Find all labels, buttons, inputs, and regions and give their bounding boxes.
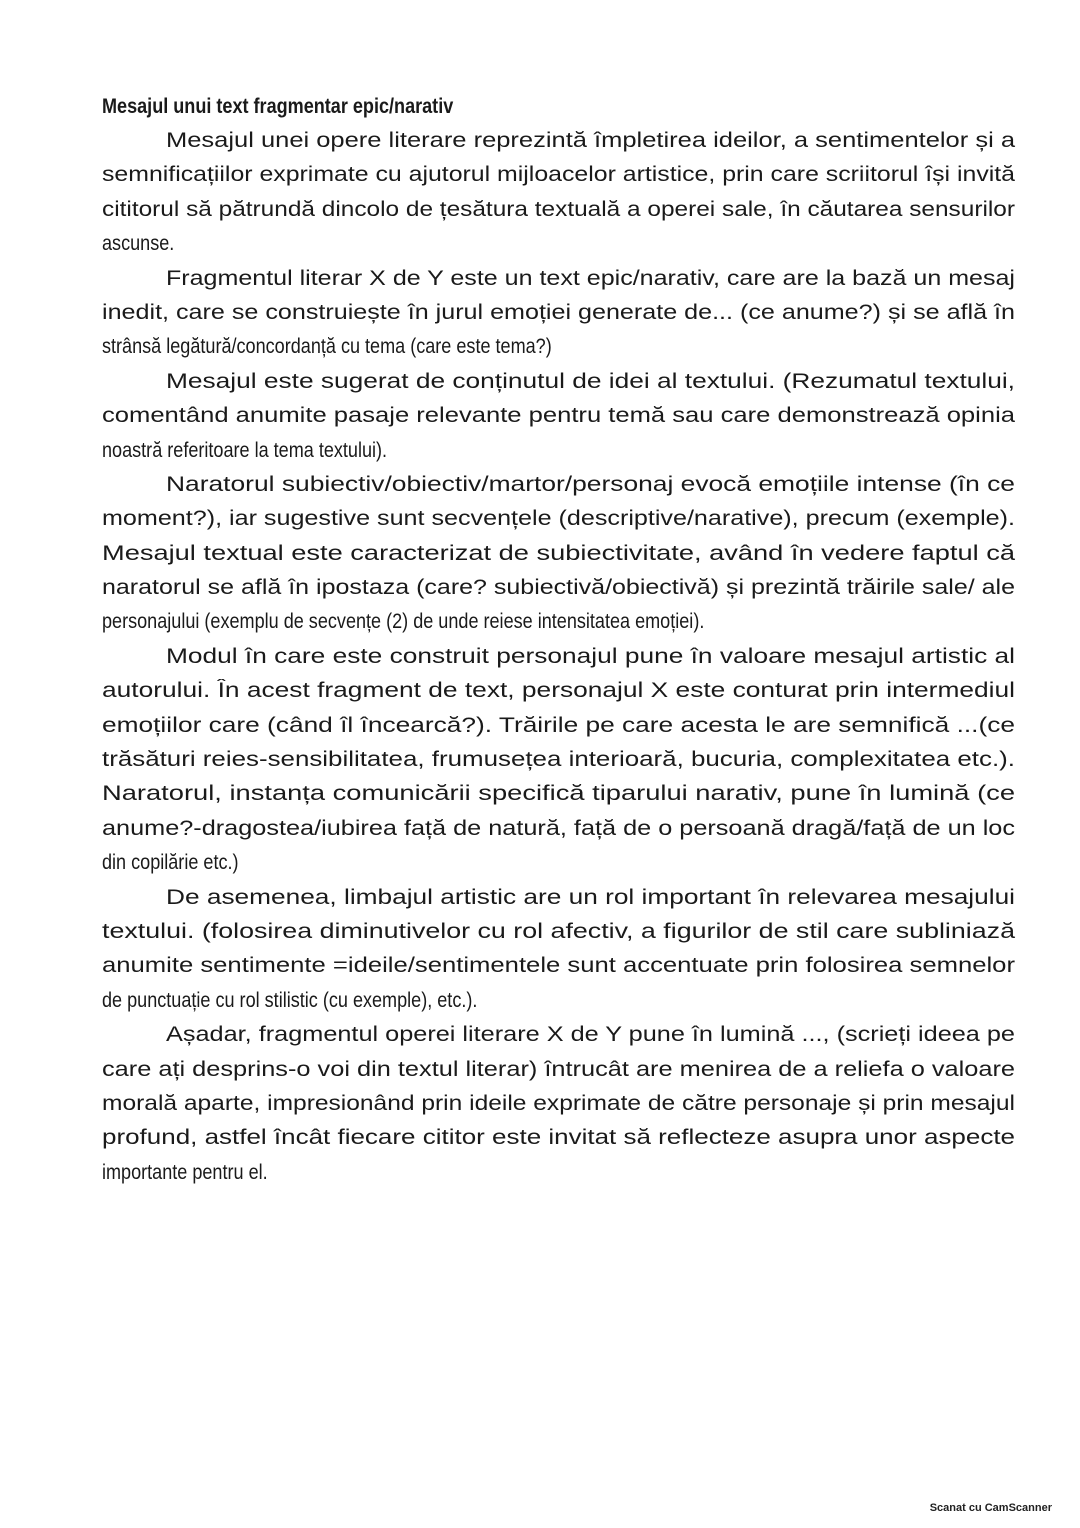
text-line-content: de punctuație cu rol stilistic (cu exemple), etc.). [102,988,478,1012]
text-line-content: morală aparte, impresionând prin ideile exprimate de către personaje și prin mesajul [102,1091,1015,1115]
text-line-content: trăsături reies-sensibilitatea, frumusețea interioară, bucuria, complexitatea etc.). [102,748,1015,772]
text-line [102,365,1015,399]
document-page [102,90,1015,1190]
text-line-content: autorului. În acest fragment de text, personajul X este conturat prin intermediul [102,679,1015,703]
text-line [102,743,1015,777]
text-line [102,915,1015,949]
text-line-content: importante pentru el. [102,1160,268,1184]
text-line [102,605,1015,639]
text-line [102,227,1015,261]
text-line [102,468,1015,502]
text-line [102,1156,1015,1190]
text-line-content: emoțiilor care (când îl încearcă?). Trăirile pe care acesta le are semnifică ...(ce [102,713,1015,737]
text-line-content: Mesajul textual este caracterizat de subiectivitate, având în vedere faptul că [102,541,1015,565]
text-line [102,537,1015,571]
text-line [102,124,1015,158]
text-line-content: naratorul se află în ipostaza (care? subiectivă/obiectivă) și prezintă trăirile sale/ ale [102,576,1016,600]
text-line-content: Modul în care este construit personajul pune în valoare mesajul artistic al [166,644,1015,668]
text-line-content: comentând anumite pasaje relevante pentru temă sau care demonstrează opinia [102,404,1016,428]
text-line [102,262,1015,296]
text-line [102,1087,1015,1121]
text-line-content: Mesajul unei opere literare reprezintă împletirea ideilor, a sentimentelor și a [166,129,1015,152]
text-line [102,1121,1015,1155]
text-line-content: noastră referitoare la tema textului). [102,438,388,462]
text-line-content: ascunse. [102,232,175,256]
text-line [102,1053,1015,1087]
text-line [102,949,1015,983]
scanner-watermark: Scanat cu CamScanner [929,1502,1052,1514]
text-line-content: cititorul să pătrundă dincolo de țesătura textuală a operei sale, în căutarea sensurilor [102,197,1015,221]
text-line [102,812,1015,846]
text-line [102,674,1015,708]
text-line-content: Naratorul subiectiv/obiectiv/martor/personaj evocă emoțiile intense (în ce [166,472,1015,496]
text-line [102,502,1015,536]
text-line-content: inedit, care se construiește în jurul emoției generate de... (ce anume?) și se află în [102,300,1015,324]
text-line-content: anume?-dragostea/iubirea față de natură, față de o persoană dragă/față de un loc [102,816,1016,840]
text-line [102,193,1015,227]
text-line [102,158,1015,192]
text-line [102,709,1015,743]
text-line-content: care ați desprins-o voi din textul literar) întrucât are menirea de a reliefa o valoare [102,1057,1015,1081]
text-line-content: Fragmentul literar X de Y este un text epic/narativ, care are la bază un mesaj [166,266,1015,290]
text-line-content: De asemenea, limbajul artistic are un rol important în relevarea mesajului [166,885,1015,909]
text-line-content: profund, astfel încât fiecare cititor este invitat să reflecteze asupra unor aspecte [102,1126,1015,1150]
text-line [102,399,1015,433]
text-line [102,434,1015,468]
text-line [102,571,1015,605]
text-line-content: din copilărie etc.) [102,851,239,875]
text-line [102,881,1015,915]
text-line [102,984,1015,1018]
text-line-content: personajului (exemplu de secvențe (2) de unde reiese intensitatea emoției). [102,610,705,634]
text-line-content: textului. (folosirea diminutivelor cu rol afectiv, a figurilor de stil care subliniază [102,919,1015,943]
text-line [102,1018,1015,1052]
text-line-content: Mesajul este sugerat de conținutul de idei al textului. (Rezumatul textului, [166,369,1015,393]
text-line-content: Așadar, fragmentul operei literare X de Y pune în lumină ..., (scrieți ideea pe [166,1023,1015,1047]
text-line-content: Naratorul, instanța comunicării specifică tiparului narativ, pune în lumină (ce [102,782,1015,806]
text-line [102,640,1015,674]
text-line-content: anumite sentimente =ideile/sentimentele sunt accentuate prin folosirea semnelor [102,954,1015,978]
text-line-content: moment?), iar sugestive sunt secvențele (descriptive/narative), precum (exemple). [102,507,1015,531]
text-line [102,846,1015,880]
document-body [102,124,1015,1190]
text-line [102,777,1015,811]
text-line-content: strânsă legătură/concordanță cu tema (care este tema?) [102,335,552,359]
document-title: Mesajul unui text fragmentar epic/narativ [102,95,454,118]
text-line-content: semnificațiilor exprimate cu ajutorul mijloacelor artistice, prin care scriitorul își invită [102,163,1015,187]
text-line [102,296,1015,330]
text-line [102,330,1015,364]
